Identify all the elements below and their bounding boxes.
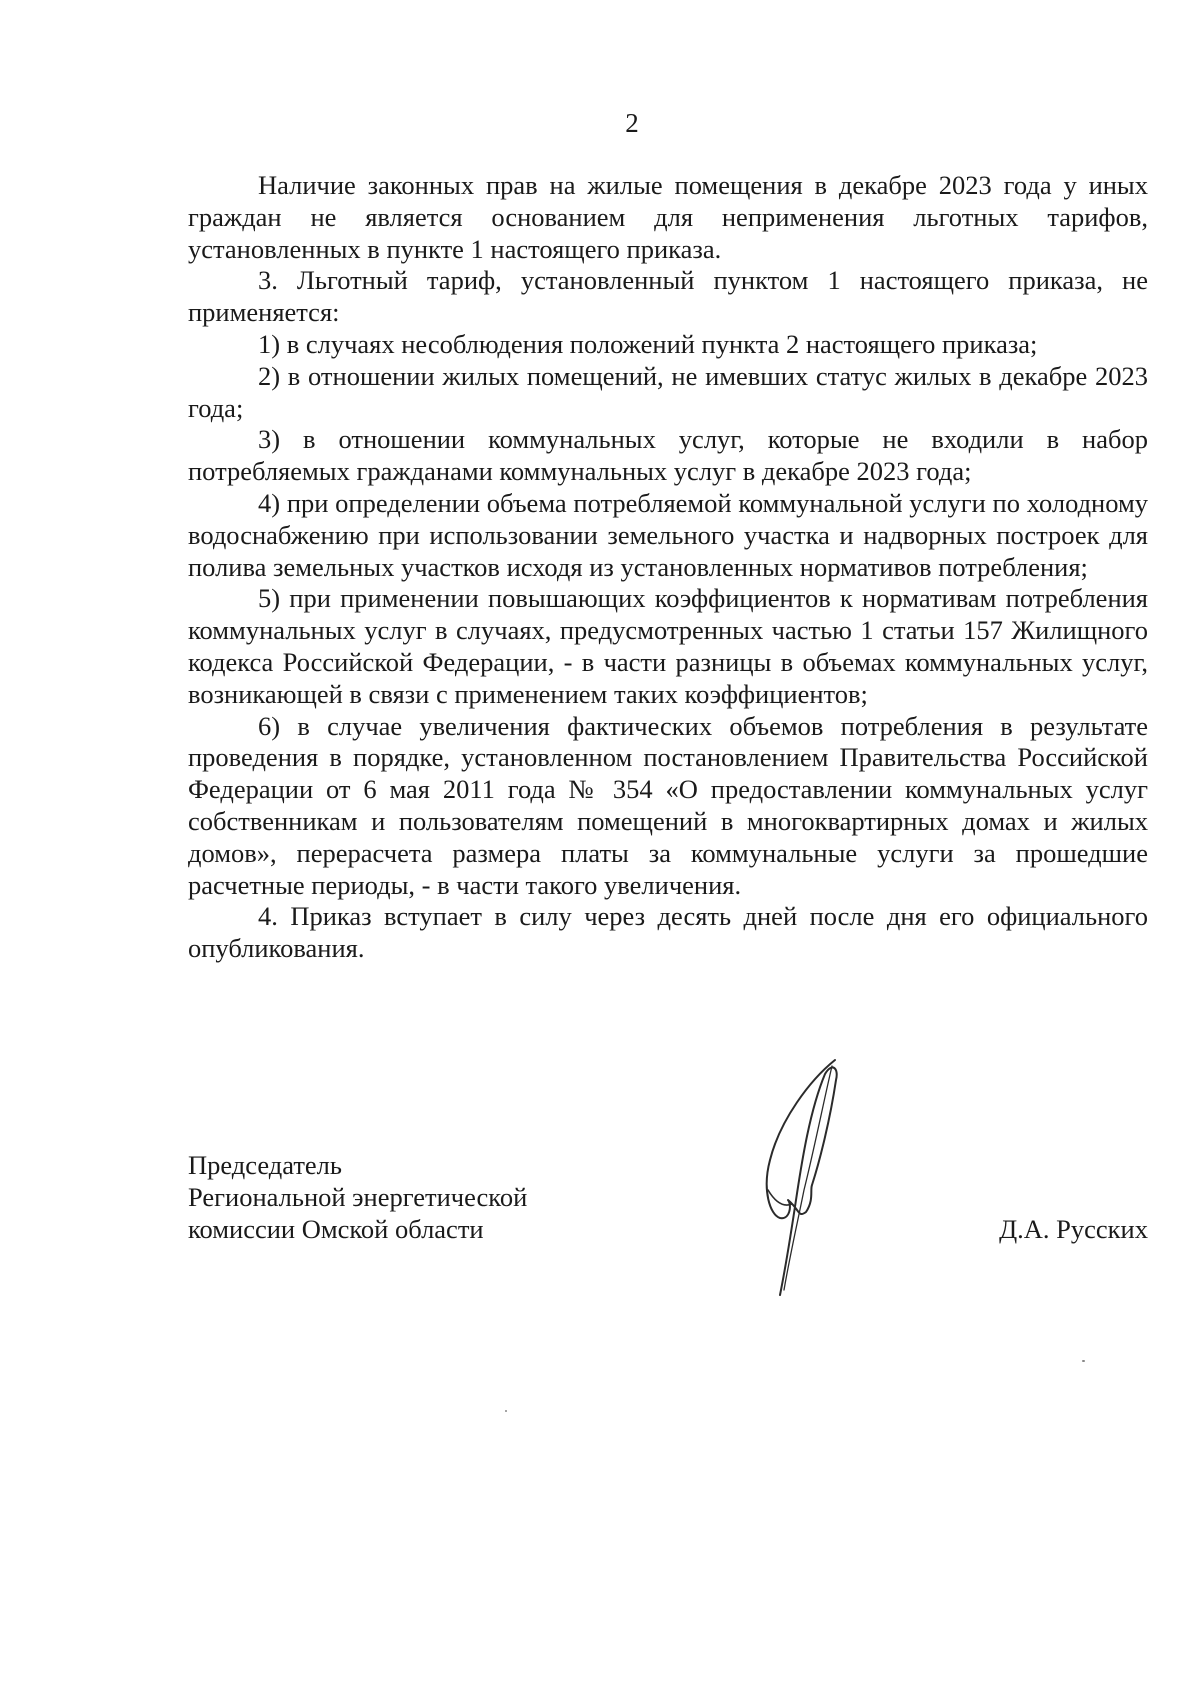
signer-name: Д.А. Русских <box>999 1213 1148 1244</box>
signature-block <box>188 1150 1148 1245</box>
subitem-3-2: 2) в отношении жилых помещений, не имевших статус жилых в декабре 2023 года; <box>188 360 1148 423</box>
subitem-3-6: 6) в случае увеличения фактических объемов потребления в результате проведения в порядке, установленном постановлением Правительства Российской Федерации от 6 мая 2011 года № 354 «О предоставлении коммунальных услуг собственникам и пользователям помещений в многоквартирных домах и жилых домов», перерасчета размера платы за коммунальные услуги за прошедшие расчетные периоды, - в части такого увеличения. <box>188 710 1148 900</box>
subitem-3-5: 5) при применении повышающих коэффициентов к нормативам потребления коммунальных услуг в случаях, предусмотренных частью 1 статьи 157 Жилищного кодекса Российской Федерации, - в части разницы в объемах коммунальных услуг, возникающей в связи с применением таких коэффициентов; <box>188 583 1148 709</box>
subitem-3-3: 3) в отношении коммунальных услуг, которые не входили в набор потребляемых гражданами коммунальных услуг в декабре 2023 года; <box>188 424 1148 487</box>
paragraph-legal-rights: Наличие законных прав на жилые помещения в декабре 2023 года у иных граждан не является основанием для неприменения льготных тарифов, установленных в пункте 1 настоящего приказа. <box>188 170 1148 264</box>
signer-position-line-2: Региональной энергетической <box>188 1181 528 1212</box>
signer-position-line-1: Председатель <box>188 1150 342 1180</box>
paragraph-item-3: 3. Льготный тариф, установленный пунктом 1 настоящего приказа, не применяется: <box>188 265 1148 328</box>
signer-position-line-3: комиссии Омской области <box>188 1213 484 1244</box>
paragraph-item-4: 4. Приказ вступает в силу через десять дней после дня его официального опубликования. <box>188 901 1148 964</box>
scan-speck <box>1082 1360 1085 1362</box>
document-body <box>188 170 1148 965</box>
subitem-3-1: 1) в случаях несоблюдения положений пункта 2 настоящего приказа; <box>258 328 1038 359</box>
scan-speck <box>505 1410 507 1412</box>
page-number: 2 <box>625 108 639 138</box>
subitem-3-4: 4) при определении объема потребляемой коммунальной услуги по холодному водоснабжению при использовании земельного участка и надворных построек для полива земельных участков исходя из установленных нормативов потребления; <box>188 487 1148 582</box>
